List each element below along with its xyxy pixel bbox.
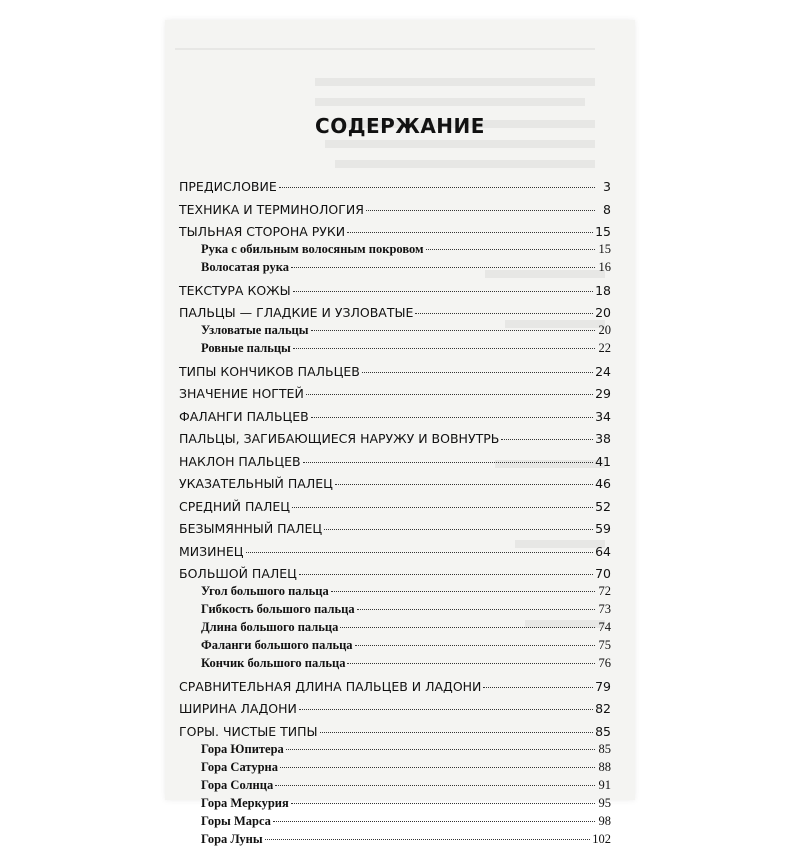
toc-page-number: 15 [598, 242, 611, 256]
dot-leader [415, 313, 593, 314]
toc-chapter-entry [179, 223, 611, 240]
toc-entry-label: ЗНАЧЕНИЕ НОГТЕЙ [179, 386, 304, 401]
toc-entry-label: ТЫЛЬНАЯ СТОРОНА РУКИ [179, 224, 346, 239]
toc-chapter-entry [179, 304, 611, 321]
toc-chapter-entry [179, 178, 611, 195]
dot-leader [357, 609, 595, 610]
toc-page-number: 3 [603, 179, 611, 194]
toc-page-number: 64 [595, 543, 611, 559]
toc-page-number: 29 [595, 386, 611, 401]
toc-section-entry [179, 740, 611, 758]
toc-chapter-entry [179, 363, 611, 380]
dot-leader [340, 627, 595, 628]
toc-entry-label: Гибкость большого пальца [201, 602, 355, 616]
toc-entry-label: Угол большого пальца [201, 584, 329, 598]
toc-page-number: 18 [595, 282, 611, 298]
toc-section-entry [179, 600, 611, 618]
toc-entry-label: Длина большого пальца [201, 620, 339, 634]
toc-entry-label: Волосатая рука [201, 260, 290, 274]
toc-page-number: 82 [595, 701, 611, 716]
toc-page-number: 76 [598, 656, 611, 670]
toc-section-entry [179, 794, 611, 812]
toc-entry-label: Гора Юпитера [201, 741, 284, 756]
toc-section-entry [179, 258, 611, 276]
toc-section-entry [179, 636, 611, 654]
toc-entry-label: МИЗИНЕЦ [179, 543, 244, 559]
toc-section-entry [179, 240, 611, 258]
toc-page-number: 38 [595, 431, 611, 446]
toc-entry-label: Ровные пальцы [201, 341, 291, 355]
toc-page-number: 102 [592, 831, 611, 846]
toc-entry-label: Рука с обильным волосяным покровом [201, 242, 424, 256]
toc-entry-label: СРЕДНИЙ ПАЛЕЦ [179, 498, 290, 514]
table-of-contents [179, 178, 611, 848]
toc-entry-label: Гора Луны [201, 831, 263, 846]
dot-leader [426, 249, 595, 250]
dot-leader [279, 187, 595, 188]
toc-chapter-entry [179, 408, 611, 425]
toc-section-entry [179, 618, 611, 636]
toc-page-number: 75 [598, 638, 611, 652]
toc-section-entry [179, 654, 611, 672]
toc-entry-label: Фаланги большого пальца [201, 638, 353, 652]
toc-entry-label: Гора Солнца [201, 777, 274, 792]
dot-leader [275, 785, 595, 786]
toc-page-number: 79 [595, 678, 611, 694]
toc-page-number: 98 [598, 813, 611, 828]
dot-leader [331, 591, 595, 592]
toc-page-number: 95 [598, 795, 611, 810]
toc-page-number: 91 [598, 777, 611, 792]
toc-section-entry [179, 321, 611, 339]
dot-leader [355, 645, 595, 646]
dot-leader [280, 767, 595, 768]
toc-page-number: 88 [598, 759, 611, 774]
toc-entry-label: УКАЗАТЕЛЬНЫЙ ПАЛЕЦ [179, 476, 333, 491]
toc-chapter-entry [179, 385, 611, 402]
toc-chapter-entry [179, 678, 611, 695]
toc-entry-label: Гора Сатурна [201, 759, 279, 774]
toc-entry-label: Гора Меркурия [201, 795, 289, 810]
toc-page-number: 85 [595, 723, 611, 739]
toc-page-number: 52 [595, 498, 611, 514]
toc-entry-label: СРАВНИТЕЛЬНАЯ ДЛИНА ПАЛЬЦЕВ И ЛАДОНИ [179, 678, 482, 694]
toc-page-number: 8 [603, 201, 611, 217]
toc-chapter-entry [179, 201, 611, 218]
dot-leader [273, 821, 595, 822]
dot-leader [362, 372, 593, 373]
dot-leader [320, 732, 594, 733]
dot-leader [347, 232, 593, 233]
dot-leader [299, 574, 593, 575]
toc-page-number: 46 [595, 476, 611, 491]
toc-page-number: 74 [598, 620, 611, 634]
dot-leader [347, 663, 595, 664]
toc-chapter-entry [179, 565, 611, 582]
toc-chapter-entry [179, 543, 611, 560]
dot-leader [501, 439, 593, 440]
book-page [165, 20, 635, 846]
dot-leader [306, 394, 593, 395]
toc-page-number: 34 [595, 408, 611, 424]
toc-entry-label: Узловатые пальцы [201, 323, 309, 337]
dot-leader [293, 348, 595, 349]
toc-entry-label: ТИПЫ КОНЧИКОВ ПАЛЬЦЕВ [179, 363, 360, 379]
toc-entry-label: Горы Марса [201, 813, 271, 828]
toc-entry-label: Кончик большого пальца [201, 656, 346, 670]
dot-leader [265, 839, 591, 840]
toc-page-number: 72 [598, 584, 611, 598]
dot-leader [311, 417, 593, 418]
toc-entry-label: ГОРЫ. ЧИСТЫЕ ТИПЫ [179, 723, 318, 739]
dot-leader [286, 749, 595, 750]
dot-leader [335, 484, 593, 485]
toc-chapter-entry [179, 700, 611, 717]
toc-page-number: 16 [598, 260, 611, 274]
toc-entry-label: ФАЛАНГИ ПАЛЬЦЕВ [179, 408, 309, 424]
toc-page-number: 70 [595, 566, 611, 581]
toc-page-number: 24 [595, 363, 611, 379]
toc-entry-label: ПАЛЬЦЫ — ГЛАДКИЕ И УЗЛОВАТЫЕ [179, 305, 414, 320]
dot-leader [293, 291, 593, 292]
toc-entry-label: ТЕКСТУРА КОЖЫ [179, 282, 291, 298]
toc-section-entry [179, 830, 611, 848]
toc-section-entry [179, 758, 611, 776]
toc-section-entry [179, 776, 611, 794]
page-title: СОДЕРЖАНИЕ [315, 114, 485, 138]
toc-chapter-entry [179, 430, 611, 447]
toc-page-number: 20 [595, 305, 611, 320]
dot-leader [324, 529, 593, 530]
toc-chapter-entry [179, 520, 611, 537]
toc-chapter-entry [179, 475, 611, 492]
dot-leader [303, 462, 594, 463]
toc-page-number: 22 [598, 341, 611, 355]
dot-leader [291, 803, 595, 804]
toc-page-number: 73 [598, 602, 611, 616]
toc-entry-label: ШИРИНА ЛАДОНИ [179, 701, 297, 716]
toc-section-entry [179, 339, 611, 357]
toc-section-entry [179, 582, 611, 600]
toc-entry-label: ТЕХНИКА И ТЕРМИНОЛОГИЯ [179, 201, 364, 217]
dot-leader [311, 330, 595, 331]
dot-leader [366, 210, 595, 211]
toc-entry-label: ПАЛЬЦЫ, ЗАГИБАЮЩИЕСЯ НАРУЖУ И ВОВНУТРЬ [179, 431, 500, 446]
toc-entry-label: БОЛЬШОЙ ПАЛЕЦ [179, 566, 297, 581]
toc-entry-label: ПРЕДИСЛОВИЕ [179, 179, 277, 194]
toc-page-number: 59 [595, 521, 611, 536]
dot-leader [292, 507, 593, 508]
toc-page-number: 85 [598, 741, 611, 756]
toc-page-number: 15 [595, 224, 611, 239]
toc-entry-label: БЕЗЫМЯННЫЙ ПАЛЕЦ [179, 521, 323, 536]
toc-page-number: 41 [595, 453, 611, 469]
dot-leader [299, 709, 593, 710]
toc-chapter-entry [179, 723, 611, 740]
dot-leader [246, 552, 594, 553]
dot-leader [483, 687, 593, 688]
dot-leader [291, 267, 595, 268]
toc-chapter-entry [179, 498, 611, 515]
toc-entry-label: НАКЛОН ПАЛЬЦЕВ [179, 453, 301, 469]
toc-chapter-entry [179, 282, 611, 299]
toc-page-number: 20 [598, 323, 611, 337]
toc-chapter-entry [179, 453, 611, 470]
toc-section-entry [179, 812, 611, 830]
